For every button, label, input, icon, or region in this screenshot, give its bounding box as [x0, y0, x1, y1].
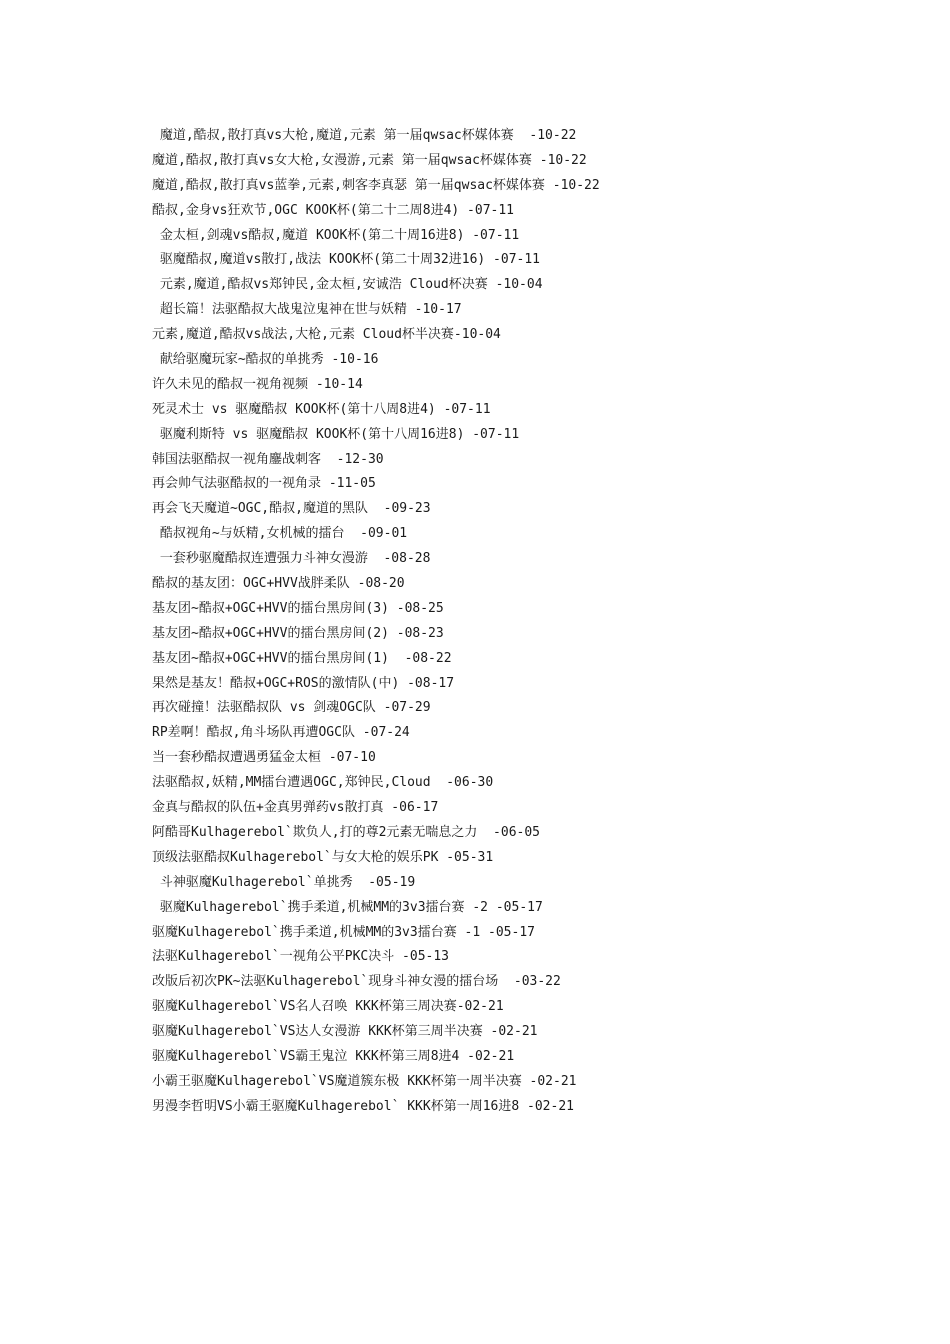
list-item: 金真与酷叔的队伍+金真男弹药vs散打真 -06-17: [152, 800, 439, 816]
list-item: 韩国法驱酷叔一视角鏖战刺客 -12-30: [152, 451, 384, 467]
list-item: 酷叔,金身vs狂欢节,OGC KOOK杯(第二十二周8进4) -07-11: [152, 202, 515, 218]
list-item: RP差啊！酷叔,角斗场队再遭OGC队 -07-24: [152, 725, 410, 741]
list-item: 基友团~酷叔+OGC+HVV的擂台黑房间(3) -08-25: [152, 600, 444, 616]
list-item: 顶级法驱酷叔Kulhagerebol`与女大枪的娱乐PK -05-31: [152, 849, 494, 865]
list-item: 基友团~酷叔+OGC+HVV的擂台黑房间(2) -08-23: [152, 625, 444, 641]
list-item: 驱魔利斯特 vs 驱魔酷叔 KOOK杯(第十八周16进8) -07-11: [152, 426, 520, 442]
list-item: 死灵术士 vs 驱魔酷叔 KOOK杯(第十八周8进4) -07-11: [152, 401, 491, 417]
list-item: 元素,魔道,酷叔vs战法,大枪,元素 Cloud杯半决赛-10-04: [152, 327, 501, 343]
list-item: 许久未见的酷叔一视角视频 -10-14: [152, 376, 363, 392]
list-item: 魔道,酷叔,散打真vs女大枪,女漫游,元素 第一届qwsac杯媒体赛 -10-22: [152, 152, 587, 168]
list-item: 当一套秒酷叔遭遇勇猛金太桓 -07-10: [152, 750, 376, 766]
list-item: 男漫李哲明VS小霸王驱魔Kulhagerebol` KKK杯第一周16进8 -02-21: [152, 1098, 574, 1114]
list-item: 小霸王驱魔Kulhagerebol`VS魔道簇东极 KKK杯第一周半决赛 -02-21: [152, 1073, 577, 1089]
list-item: 改版后初次PK~法驱Kulhagerebol`现身斗神女漫的擂台场 -03-22: [152, 974, 561, 990]
video-title-list: [152, 124, 912, 1120]
list-item: 法驱酷叔,妖精,MM擂台遭遇OGC,郑钟民,Cloud -06-30: [152, 775, 494, 791]
list-item: 再会帅气法驱酷叔的一视角录 -11-05: [152, 476, 376, 492]
list-item: 驱魔Kulhagerebol`携手柔道,机械MM的3v3擂台赛 -1 -05-17: [152, 924, 535, 940]
list-item: 再会飞天魔道~OGC,酷叔,魔道的黑队 -09-23: [152, 501, 431, 517]
list-item: 驱魔Kulhagerebol`VS达人女漫游 KKK杯第三周半决赛 -02-21: [152, 1024, 538, 1040]
list-item: 元素,魔道,酷叔vs郑钟民,金太桓,安诚浩 Cloud杯决赛 -10-04: [152, 277, 543, 293]
list-item: 金太桓,剑魂vs酷叔,魔道 KOOK杯(第二十周16进8) -07-11: [152, 227, 520, 243]
list-item: 阿酷哥Kulhagerebol`欺负人,打的尊2元素无喘息之力 -06-05: [152, 824, 541, 840]
list-item: 献给驱魔玩家~酷叔的单挑秀 -10-16: [152, 352, 379, 368]
list-item: 驱魔Kulhagerebol`携手柔道,机械MM的3v3擂台赛 -2 -05-17: [152, 899, 543, 915]
list-item: 再次碰撞！法驱酷叔队 vs 剑魂OGC队 -07-29: [152, 700, 431, 716]
list-item: 一套秒驱魔酷叔连遭强力斗神女漫游 -08-28: [152, 551, 431, 567]
list-item: 酷叔的基友团：OGC+HVV战胖柔队 -08-20: [152, 576, 405, 592]
list-item: 酷叔视角~与妖精,女机械的擂台 -09-01: [152, 526, 408, 542]
list-item: 驱魔Kulhagerebol`VS名人召唤 KKK杯第三周决赛-02-21: [152, 999, 504, 1015]
list-item: 驱魔Kulhagerebol`VS霸王鬼泣 KKK杯第三周8进4 -02-21: [152, 1048, 515, 1064]
list-item: 魔道,酷叔,散打真vs大枪,魔道,元素 第一届qwsac杯媒体赛 -10-22: [152, 128, 577, 143]
list-item: 斗神驱魔Kulhagerebol`单挑秀 -05-19: [152, 874, 416, 890]
list-item: 魔道,酷叔,散打真vs蓝拳,元素,刺客李真瑟 第一届qwsac杯媒体赛 -10-22: [152, 177, 600, 193]
list-item: 法驱Kulhagerebol`一视角公平PKC决斗 -05-13: [152, 949, 450, 965]
list-item: 超长篇！法驱酷叔大战鬼泣鬼神在世与妖精 -10-17: [152, 302, 462, 318]
list-item: 果然是基友！酷叔+OGC+ROS的激情队(中) -08-17: [152, 675, 455, 691]
list-item: 基友团~酷叔+OGC+HVV的擂台黑房间(1) -08-22: [152, 650, 452, 666]
list-item: 驱魔酷叔,魔道vs散打,战法 KOOK杯(第二十周32进16) -07-11: [152, 252, 541, 268]
